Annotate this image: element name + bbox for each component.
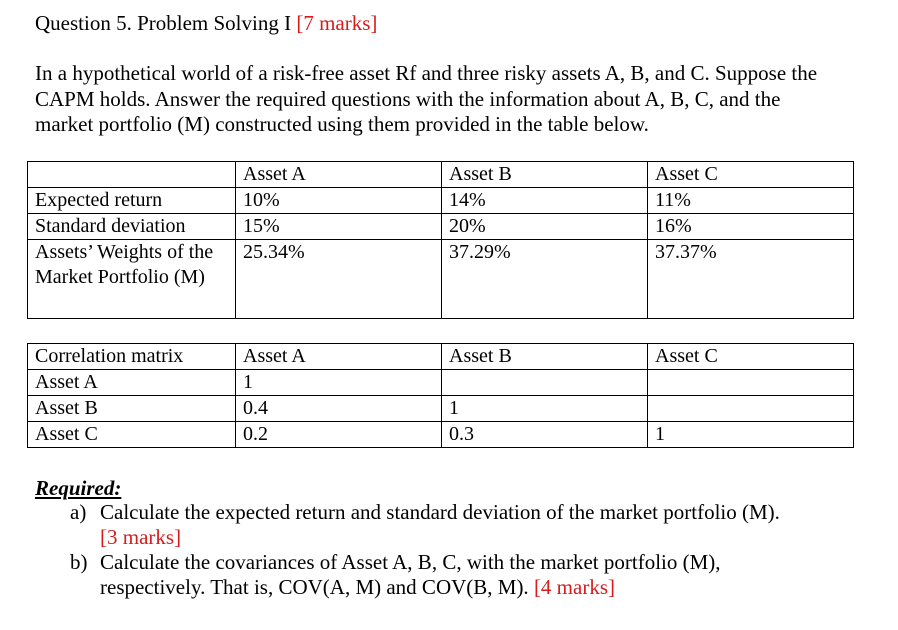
- table-header-row: [28, 344, 854, 370]
- row-label: Asset C: [28, 422, 236, 448]
- row-label: Asset A: [28, 370, 236, 396]
- table-header-row: [28, 162, 854, 188]
- list-item: [70, 550, 780, 600]
- intro-line-2: CAPM holds. Answer the required questions with the information about A, B, C, and the: [35, 86, 781, 111]
- table-cell: 37.29%: [442, 240, 648, 319]
- table-row: [28, 422, 854, 448]
- item-label: b): [70, 550, 88, 574]
- item-marks: [3 marks]: [100, 525, 182, 549]
- question-marks: [7 marks]: [296, 11, 378, 35]
- table-row: [28, 396, 854, 422]
- table-header-cell: Asset A: [236, 162, 442, 188]
- table-row: [28, 240, 854, 319]
- table-header-cell: [28, 162, 236, 188]
- table-cell: 1: [442, 396, 648, 422]
- question-title: Question 5. Problem Solving I: [35, 11, 292, 35]
- table-cell: [648, 396, 854, 422]
- table-row: [28, 214, 854, 240]
- list-item: [70, 500, 780, 550]
- table-row: [28, 188, 854, 214]
- table-cell: 11%: [648, 188, 854, 214]
- required-list: [70, 500, 780, 600]
- item-marks: [4 marks]: [533, 575, 615, 599]
- table-header-cell: Asset C: [648, 162, 854, 188]
- table-cell: [442, 370, 648, 396]
- item-text-continued: [100, 575, 780, 600]
- correlation-matrix-table: [27, 343, 854, 448]
- item-text: Calculate the expected return and standard deviation of the market portfolio (M).: [100, 500, 780, 524]
- required-heading: [35, 476, 121, 501]
- item-text-line2: respectively. That is, COV(A, M) and COV(B, M).: [100, 575, 529, 599]
- table-cell: 0.4: [236, 396, 442, 422]
- table-header-cell: Correlation matrix: [28, 344, 236, 370]
- table-header-cell: Asset A: [236, 344, 442, 370]
- row-label: Asset B: [28, 396, 236, 422]
- table-header-cell: Asset B: [442, 344, 648, 370]
- required-title: Required:: [35, 476, 122, 500]
- question-heading: [35, 10, 377, 36]
- table-header-cell: Asset B: [442, 162, 648, 188]
- table-cell: 1: [648, 422, 854, 448]
- question-intro: [35, 61, 865, 138]
- row-label: Expected return: [28, 188, 236, 214]
- row-label: Assets’ Weights of the Market Portfolio (M): [28, 240, 236, 319]
- item-text: Calculate the covariances of Asset A, B, C, with the market portfolio (M),: [100, 550, 721, 574]
- table-cell: 16%: [648, 214, 854, 240]
- row-label: Standard deviation: [28, 214, 236, 240]
- table-cell: 1: [236, 370, 442, 396]
- table-cell: 14%: [442, 188, 648, 214]
- asset-data-table: [27, 161, 854, 319]
- table-cell: 37.37%: [648, 240, 854, 319]
- intro-line-1: In a hypothetical world of a risk-free asset Rf and three risky assets A, B, and C. Suppose the: [35, 61, 818, 85]
- item-label: a): [70, 500, 87, 524]
- table-header-cell: Asset C: [648, 344, 854, 370]
- table-cell: 0.3: [442, 422, 648, 448]
- table-cell: 0.2: [236, 422, 442, 448]
- table-cell: 25.34%: [236, 240, 442, 319]
- table-cell: 15%: [236, 214, 442, 240]
- intro-line-3: market portfolio (M) constructed using them provided in the table below.: [35, 112, 649, 136]
- table-row: [28, 370, 854, 396]
- table-cell: [648, 370, 854, 396]
- table-cell: 20%: [442, 214, 648, 240]
- table-cell: 10%: [236, 188, 442, 214]
